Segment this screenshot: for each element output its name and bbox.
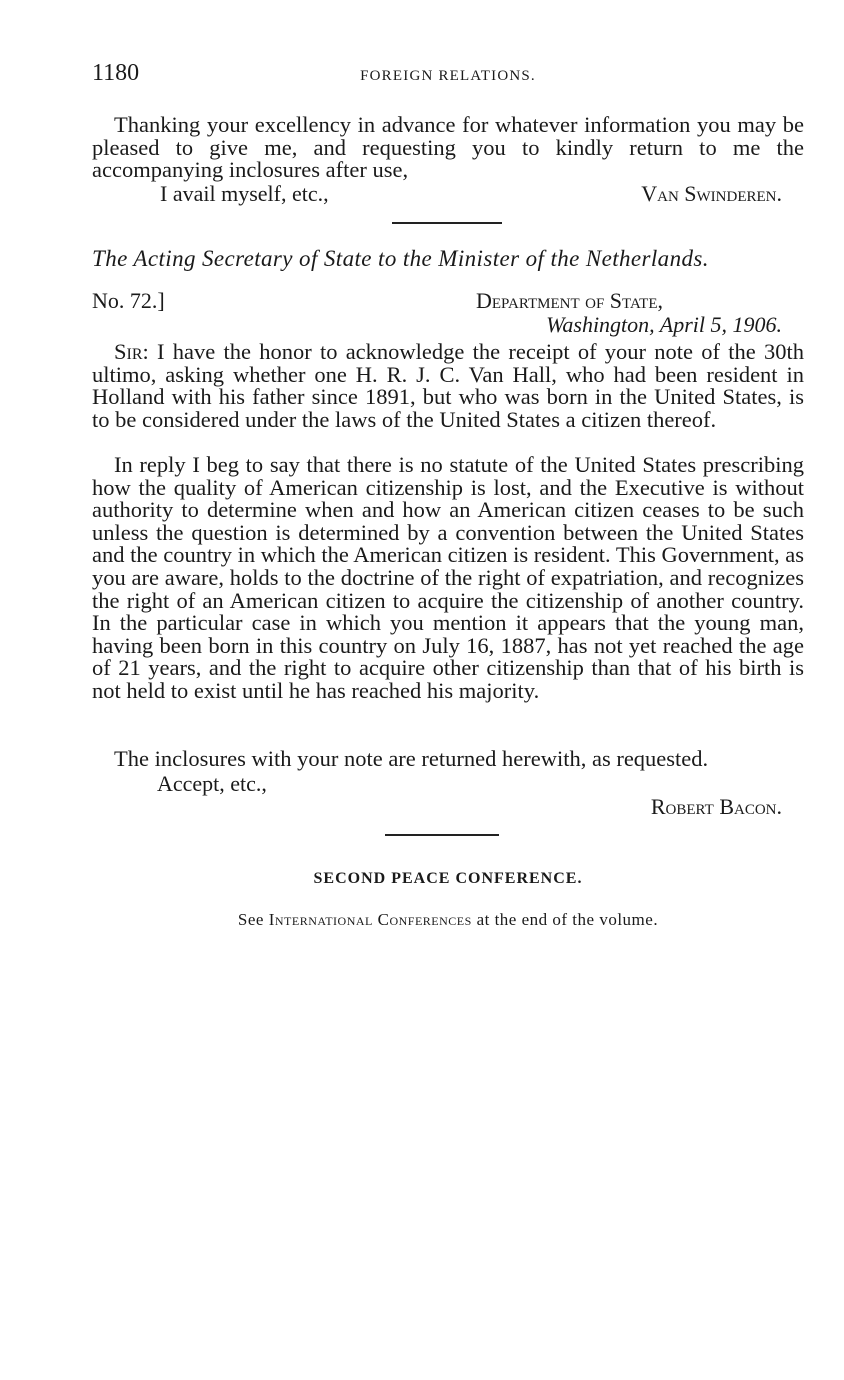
letter-closing: Accept, etc., xyxy=(157,771,267,796)
opening-signature: Van Swinderen. xyxy=(641,181,782,206)
letter-paragraph-1 xyxy=(92,341,804,431)
section-divider xyxy=(392,222,502,224)
page-header xyxy=(92,60,804,94)
letter-paragraph-1-text: I have the honor to acknowledge the receipt of your note of the 30th ultimo, asking whether one H. R. J. C. Van Hall, who had been resident in Holland with his father since 1891, but who was born in the United States, is to be considered under the laws of the United States a citizen thereof. xyxy=(92,339,804,432)
see-suffix: at the end of the volume. xyxy=(476,910,659,929)
letter-place-date: Washington, April 5, 1906. xyxy=(546,312,782,337)
see-prefix: See xyxy=(237,910,264,929)
opening-closing: I avail myself, etc., xyxy=(160,181,329,206)
letter-department: Department of State, xyxy=(476,288,663,313)
see-ref: International Conferences xyxy=(268,910,472,929)
see-reference xyxy=(92,910,804,930)
section-divider-2 xyxy=(385,834,499,836)
page-number: 1180 xyxy=(92,60,140,86)
letter-heading: The Acting Secretary of State to the Minister of the Netherlands. xyxy=(92,246,709,271)
running-head: FOREIGN RELATIONS. xyxy=(360,68,536,84)
section-title: SECOND PEACE CONFERENCE. xyxy=(313,870,583,887)
letter-signature: Robert Bacon. xyxy=(650,794,782,819)
letter-paragraph-2: In reply I beg to say that there is no statute of the United States prescribing how the quality of American citizenship is lost, and the Executive is without authority to determine when and how an American citizen ceases to be such unless the question is determined by a convention between the United States and the country in which the American citizen is resident. This Government, as you are aware, holds to the doctrine of the right of expatriation, and recognizes the right of an American citizen to acquire the citizenship of another country. In the particular case in which you mention it appears that the young man, having been born in this country on July 16, 1887, has not yet reached the age of 21 years, and the right to acquire other citizenship than that of his birth is not held to exist until he has reached his majority. xyxy=(92,452,804,703)
opening-paragraph: Thanking your excellency in advance for whatever information you may be pleased to give me, and requesting you to kindly return to me the accompanying inclosures after use, xyxy=(92,112,804,183)
letter-paragraph-3: The inclosures with your note are returned herewith, as requested. xyxy=(114,746,709,771)
letter-number: No. 72.] xyxy=(92,288,165,313)
salutation: Sir: xyxy=(114,339,149,364)
